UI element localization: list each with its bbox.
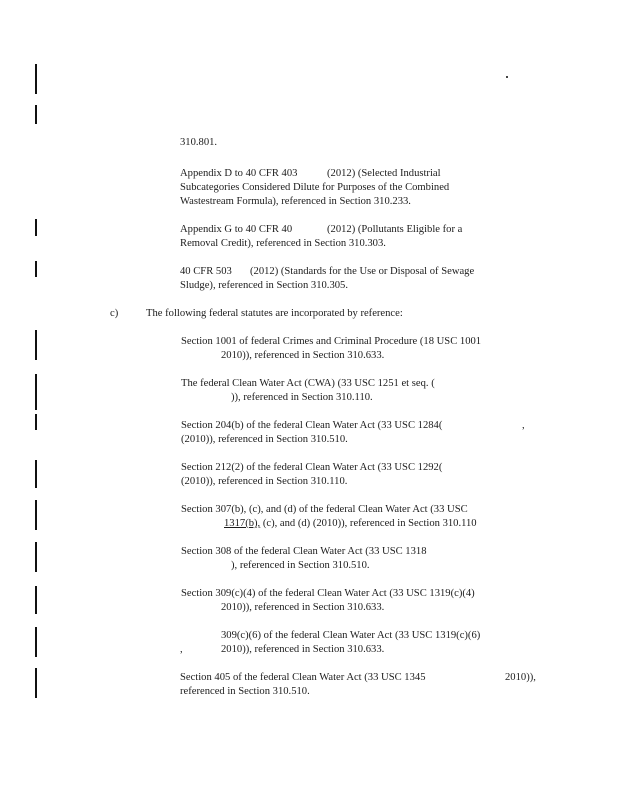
paragraph-line: ,: [522, 420, 525, 431]
paragraph-line: Section 1001 of federal Crimes and Criminal Procedure (18 USC 1001: [181, 336, 482, 347]
paragraph-line: Section 308 of the federal Clean Water Act (33 USC 1318: [181, 546, 427, 557]
paragraph-line: Section 405 of the federal Clean Water Act (33 USC 1345: [180, 672, 426, 683]
revision-bar: [35, 542, 37, 572]
scan-speck: [506, 76, 508, 78]
paragraph-line: [224, 517, 477, 532]
paragraph-line: (2010)), referenced in Section 310.110.: [181, 476, 348, 487]
paragraph-line: Appendix G to 40 CFR 40: [180, 224, 293, 235]
list-marker: c): [110, 308, 119, 319]
underlined-insertion: 1317(b),: [224, 518, 261, 529]
paragraph-line: 2010)),: [505, 672, 536, 683]
paragraph-line: Sludge), referenced in Section 310.305.: [180, 280, 348, 291]
revision-bar: [35, 668, 37, 698]
paragraph-line: ), referenced in Section 310.510.: [231, 560, 370, 571]
paragraph-line: Appendix D to 40 CFR 403: [180, 168, 298, 179]
revision-bar: [35, 330, 37, 360]
paragraph-line: (2012) (Selected Industrial: [327, 168, 441, 179]
paragraph-line: Removal Credit), referenced in Section 310.303.: [180, 238, 386, 249]
revision-bar: [35, 460, 37, 488]
revision-bar: [35, 586, 37, 614]
revision-bar: [35, 500, 37, 530]
paragraph-line: 310.801.: [180, 137, 218, 148]
revision-bar: [35, 64, 37, 94]
revision-bar: [35, 414, 37, 430]
paragraph-line: Section 309(c)(4) of the federal Clean Water Act (33 USC 1319(c)(4): [181, 588, 475, 599]
paragraph-line: referenced in Section 310.510.: [180, 686, 310, 697]
paragraph-line: (2012) (Pollutants Eligible for a: [327, 224, 463, 235]
revision-bar: [35, 105, 37, 124]
paragraph-line: 2010)), referenced in Section 310.633.: [221, 350, 385, 361]
paragraph-line: 40 CFR 503: [180, 266, 232, 277]
paragraph-line: The following federal statutes are incorporated by reference:: [146, 308, 403, 319]
paragraph-line: )), referenced in Section 310.110.: [231, 392, 373, 403]
paragraph-line: Section 204(b) of the federal Clean Water Act (33 USC 1284(: [181, 420, 443, 431]
paragraph-line: Section 307(b), (c), and (d) of the federal Clean Water Act (33 USC: [181, 504, 468, 515]
paragraph-line: 2010)), referenced in Section 310.633.: [221, 602, 385, 613]
paragraph-line: (2012) (Standards for the Use or Disposal of Sewage: [250, 266, 475, 277]
paragraph-line: (2010)), referenced in Section 310.510.: [181, 434, 348, 445]
paragraph-line: ,: [180, 644, 183, 655]
revision-bar: [35, 261, 37, 277]
revision-bar: [35, 219, 37, 236]
paragraph-line-rest: (c), and (d) (2010)), referenced in Section 310.110: [260, 518, 477, 529]
paragraph-line: Section 212(2) of the federal Clean Water Act (33 USC 1292(: [181, 462, 443, 473]
paragraph-line: The federal Clean Water Act (CWA) (33 USC 1251 et seq. (: [181, 378, 435, 389]
paragraph-line: Subcategories Considered Dilute for Purposes of the Combined: [180, 182, 450, 193]
revision-bar: [35, 627, 37, 657]
paragraph-line: 309(c)(6) of the federal Clean Water Act (33 USC 1319(c)(6): [221, 630, 481, 641]
paragraph-line: 2010)), referenced in Section 310.633.: [221, 644, 385, 655]
revision-bar: [35, 374, 37, 410]
paragraph-line: Wastestream Formula), referenced in Section 310.233.: [180, 196, 411, 207]
